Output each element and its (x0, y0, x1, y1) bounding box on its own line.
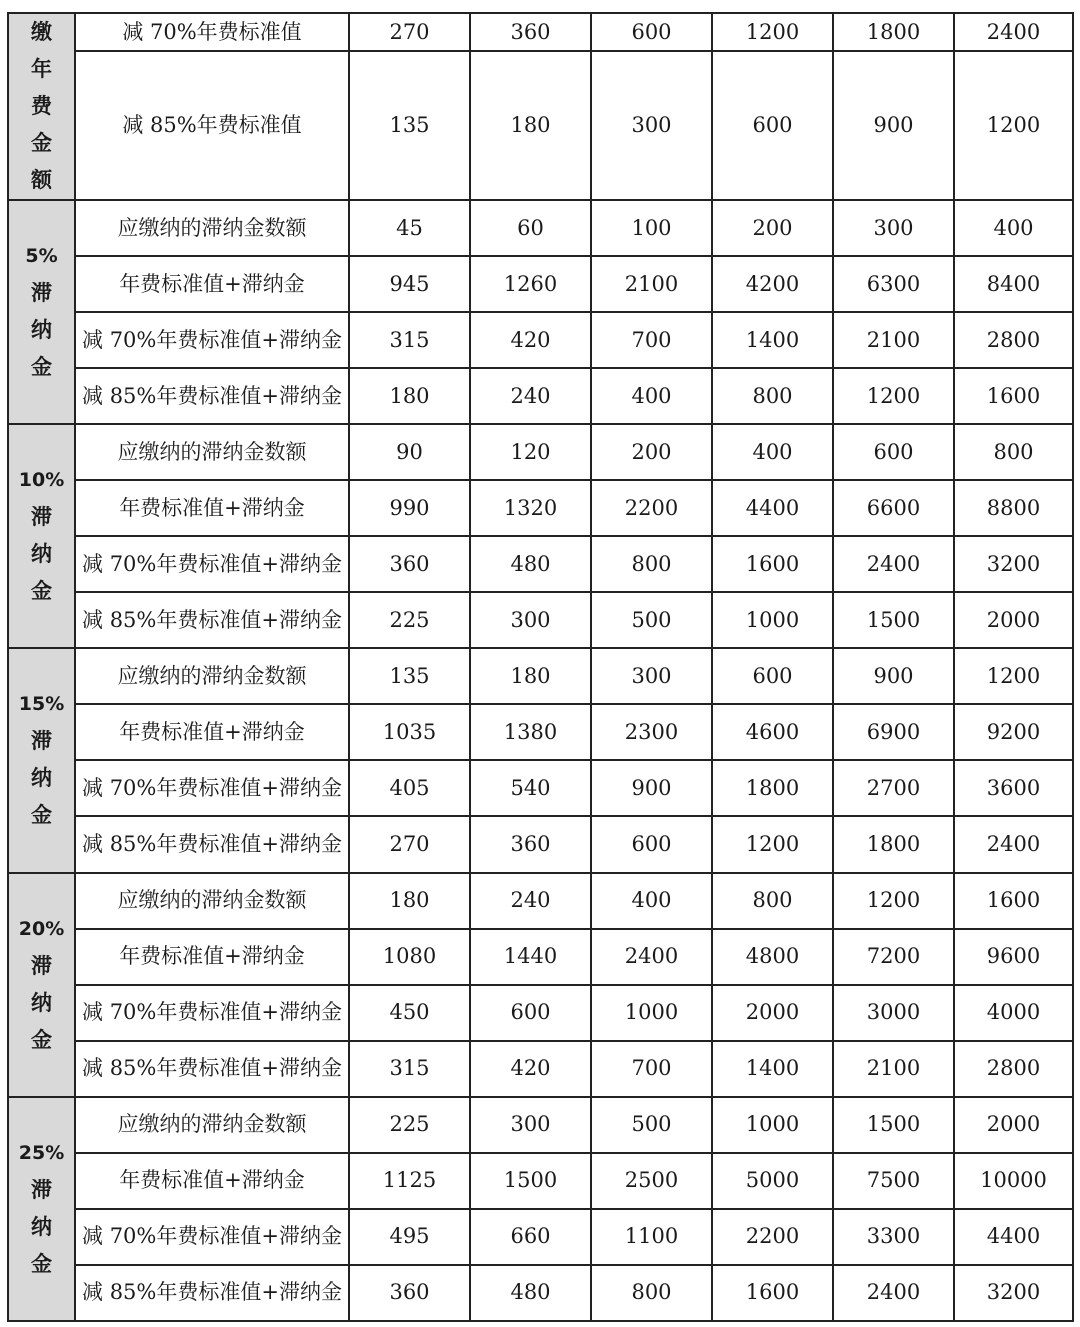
value-cell: 135 (349, 51, 470, 200)
row-label-cell: 年费标准值+滞纳金 (75, 256, 349, 312)
value-cell: 300 (591, 51, 712, 200)
row-label-cell: 应缴纳的滞纳金数额 (75, 424, 349, 480)
group-header-text: 纳 (31, 766, 52, 791)
value-cell: 7500 (833, 1153, 954, 1209)
value-cell: 660 (470, 1209, 591, 1265)
value-cell: 405 (349, 760, 470, 816)
value-cell: 500 (591, 1097, 712, 1153)
value-cell: 1125 (349, 1153, 470, 1209)
value-cell: 2000 (954, 1097, 1073, 1153)
value-cell: 9600 (954, 929, 1073, 985)
group-header-text: 滞 (31, 953, 52, 978)
table-row (8, 1265, 1073, 1321)
table-row (8, 1097, 1073, 1153)
value-cell: 60 (470, 200, 591, 256)
value-cell: 1440 (470, 929, 591, 985)
value-cell: 600 (591, 816, 712, 872)
row-label-cell: 减 70%年费标准值+滞纳金 (75, 312, 349, 368)
table-row (8, 873, 1073, 929)
row-label-cell: 应缴纳的滞纳金数额 (75, 873, 349, 929)
value-cell: 240 (470, 368, 591, 424)
row-label-cell: 减 85%年费标准值+滞纳金 (75, 816, 349, 872)
value-cell: 4600 (712, 704, 833, 760)
table-row (8, 536, 1073, 592)
table-row (8, 1041, 1073, 1097)
value-cell: 1200 (833, 368, 954, 424)
value-cell: 600 (591, 13, 712, 51)
group-header-text: 纳 (31, 318, 52, 343)
row-label-cell: 应缴纳的滞纳金数额 (75, 200, 349, 256)
value-cell: 2000 (954, 592, 1073, 648)
value-cell: 8400 (954, 256, 1073, 312)
value-cell: 7200 (833, 929, 954, 985)
table-row (8, 368, 1073, 424)
value-cell: 540 (470, 760, 591, 816)
value-cell: 1500 (833, 592, 954, 648)
value-cell: 1000 (712, 592, 833, 648)
table-row (8, 592, 1073, 648)
value-cell: 4800 (712, 929, 833, 985)
table-row (8, 816, 1073, 872)
value-cell: 240 (470, 873, 591, 929)
row-label-cell: 减 70%年费标准值+滞纳金 (75, 1209, 349, 1265)
value-cell: 6600 (833, 480, 954, 536)
value-cell: 1200 (833, 873, 954, 929)
group-header-text: 滞 (31, 505, 52, 530)
table-row (8, 256, 1073, 312)
fee-table (7, 12, 1074, 1322)
value-cell: 10000 (954, 1153, 1073, 1209)
value-cell: 225 (349, 592, 470, 648)
value-cell: 360 (470, 13, 591, 51)
value-cell: 360 (349, 536, 470, 592)
value-cell: 6300 (833, 256, 954, 312)
value-cell: 900 (833, 648, 954, 704)
value-cell: 1000 (712, 1097, 833, 1153)
value-cell: 180 (470, 51, 591, 200)
value-cell: 270 (349, 13, 470, 51)
row-label-cell: 减 85%年费标准值+滞纳金 (75, 592, 349, 648)
value-cell: 180 (349, 873, 470, 929)
value-cell: 2300 (591, 704, 712, 760)
value-cell: 180 (470, 648, 591, 704)
value-cell: 2100 (833, 312, 954, 368)
value-cell: 200 (591, 424, 712, 480)
value-cell: 360 (349, 1265, 470, 1321)
value-cell: 1260 (470, 256, 591, 312)
value-cell: 1800 (833, 13, 954, 51)
table-row (8, 1209, 1073, 1265)
value-cell: 90 (349, 424, 470, 480)
value-cell: 200 (712, 200, 833, 256)
group-header-text: 5% (25, 245, 58, 268)
value-cell: 800 (591, 536, 712, 592)
value-cell: 2000 (712, 985, 833, 1041)
table-row (8, 424, 1073, 480)
value-cell: 4000 (954, 985, 1073, 1041)
value-cell: 100 (591, 200, 712, 256)
value-cell: 2200 (712, 1209, 833, 1265)
group-header-text: 纳 (31, 1214, 52, 1239)
group-header-cell (8, 1097, 75, 1321)
table-row (8, 985, 1073, 1041)
value-cell: 700 (591, 312, 712, 368)
value-cell: 450 (349, 985, 470, 1041)
value-cell: 3300 (833, 1209, 954, 1265)
value-cell: 300 (591, 648, 712, 704)
row-label-cell: 年费标准值+滞纳金 (75, 704, 349, 760)
group-header-text: 金 (31, 579, 52, 604)
value-cell: 2400 (833, 536, 954, 592)
value-cell: 1600 (712, 1265, 833, 1321)
group-header-text: 滞 (31, 281, 52, 306)
row-label-cell: 减 85%年费标准值+滞纳金 (75, 1265, 349, 1321)
group-header-text: 金 (31, 1251, 52, 1276)
value-cell: 300 (833, 200, 954, 256)
value-cell: 315 (349, 312, 470, 368)
value-cell: 360 (470, 816, 591, 872)
group-header-cell (8, 13, 75, 200)
value-cell: 3200 (954, 536, 1073, 592)
value-cell: 4400 (712, 480, 833, 536)
value-cell: 1000 (591, 985, 712, 1041)
value-cell: 300 (470, 592, 591, 648)
value-cell: 800 (712, 873, 833, 929)
value-cell: 800 (712, 368, 833, 424)
group-header-text: 滞 (31, 1177, 52, 1202)
value-cell: 270 (349, 816, 470, 872)
value-cell: 420 (470, 1041, 591, 1097)
value-cell: 1100 (591, 1209, 712, 1265)
table-row (8, 1153, 1073, 1209)
value-cell: 1600 (954, 368, 1073, 424)
group-header-text: 金 (31, 1027, 52, 1052)
value-cell: 120 (470, 424, 591, 480)
value-cell: 45 (349, 200, 470, 256)
table-row (8, 929, 1073, 985)
value-cell: 2200 (591, 480, 712, 536)
value-cell: 225 (349, 1097, 470, 1153)
value-cell: 945 (349, 256, 470, 312)
value-cell: 2400 (591, 929, 712, 985)
value-cell: 8800 (954, 480, 1073, 536)
value-cell: 400 (712, 424, 833, 480)
value-cell: 800 (954, 424, 1073, 480)
group-header-cell (8, 648, 75, 872)
value-cell: 1200 (712, 13, 833, 51)
value-cell: 480 (470, 1265, 591, 1321)
group-header-text: 25% (18, 1141, 65, 1164)
value-cell: 6900 (833, 704, 954, 760)
value-cell: 500 (591, 592, 712, 648)
row-label-cell: 年费标准值+滞纳金 (75, 929, 349, 985)
value-cell: 2100 (591, 256, 712, 312)
value-cell: 600 (470, 985, 591, 1041)
value-cell: 1500 (470, 1153, 591, 1209)
row-label-cell: 减 70%年费标准值+滞纳金 (75, 985, 349, 1041)
value-cell: 2400 (954, 13, 1073, 51)
value-cell: 3000 (833, 985, 954, 1041)
table-row (8, 200, 1073, 256)
value-cell: 1200 (954, 648, 1073, 704)
value-cell: 400 (591, 368, 712, 424)
table-row (8, 13, 1073, 51)
value-cell: 4400 (954, 1209, 1073, 1265)
group-header-cell (8, 873, 75, 1097)
value-cell: 900 (833, 51, 954, 200)
value-cell: 135 (349, 648, 470, 704)
value-cell: 2800 (954, 1041, 1073, 1097)
value-cell: 2400 (954, 816, 1073, 872)
value-cell: 3200 (954, 1265, 1073, 1321)
table-row (8, 648, 1073, 704)
group-header-text: 额 (31, 168, 52, 193)
group-header-text: 金 (31, 131, 52, 156)
table-row (8, 704, 1073, 760)
group-header-text: 10% (18, 469, 65, 492)
value-cell: 1600 (712, 536, 833, 592)
row-label-cell: 应缴纳的滞纳金数额 (75, 1097, 349, 1153)
group-header-text: 15% (18, 693, 65, 716)
row-label-cell: 减 70%年费标准值+滞纳金 (75, 536, 349, 592)
value-cell: 420 (470, 312, 591, 368)
value-cell: 5000 (712, 1153, 833, 1209)
value-cell: 495 (349, 1209, 470, 1265)
group-header-text: 金 (31, 355, 52, 380)
value-cell: 700 (591, 1041, 712, 1097)
group-header-cell (8, 200, 75, 424)
value-cell: 4200 (712, 256, 833, 312)
value-cell: 1035 (349, 704, 470, 760)
value-cell: 400 (591, 873, 712, 929)
value-cell: 1600 (954, 873, 1073, 929)
table-row (8, 480, 1073, 536)
row-label-cell: 年费标准值+滞纳金 (75, 1153, 349, 1209)
value-cell: 2500 (591, 1153, 712, 1209)
table-row (8, 51, 1073, 200)
group-header-text: 金 (31, 803, 52, 828)
value-cell: 800 (591, 1265, 712, 1321)
group-header-text: 纳 (31, 542, 52, 567)
value-cell: 1200 (712, 816, 833, 872)
value-cell: 180 (349, 368, 470, 424)
value-cell: 1200 (954, 51, 1073, 200)
value-cell: 1400 (712, 312, 833, 368)
group-header-text: 纳 (31, 990, 52, 1015)
value-cell: 300 (470, 1097, 591, 1153)
value-cell: 2700 (833, 760, 954, 816)
value-cell: 990 (349, 480, 470, 536)
row-label-cell: 减 85%年费标准值+滞纳金 (75, 368, 349, 424)
value-cell: 3600 (954, 760, 1073, 816)
value-cell: 9200 (954, 704, 1073, 760)
value-cell: 600 (712, 648, 833, 704)
value-cell: 600 (712, 51, 833, 200)
table-row (8, 312, 1073, 368)
value-cell: 1800 (712, 760, 833, 816)
value-cell: 1080 (349, 929, 470, 985)
group-header-text: 20% (18, 917, 65, 940)
row-label-cell: 年费标准值+滞纳金 (75, 480, 349, 536)
value-cell: 1800 (833, 816, 954, 872)
row-label-cell: 减 70%年费标准值 (75, 13, 349, 51)
row-label-cell: 减 85%年费标准值+滞纳金 (75, 1041, 349, 1097)
group-header-text: 费 (31, 94, 52, 119)
value-cell: 900 (591, 760, 712, 816)
row-label-cell: 减 85%年费标准值 (75, 51, 349, 200)
row-label-cell: 应缴纳的滞纳金数额 (75, 648, 349, 704)
group-header-text: 缴 (31, 20, 52, 45)
value-cell: 2400 (833, 1265, 954, 1321)
value-cell: 315 (349, 1041, 470, 1097)
value-cell: 2800 (954, 312, 1073, 368)
value-cell: 1500 (833, 1097, 954, 1153)
value-cell: 600 (833, 424, 954, 480)
value-cell: 2100 (833, 1041, 954, 1097)
group-header-text: 滞 (31, 729, 52, 754)
value-cell: 400 (954, 200, 1073, 256)
value-cell: 1400 (712, 1041, 833, 1097)
group-header-cell (8, 424, 75, 648)
value-cell: 1380 (470, 704, 591, 760)
row-label-cell: 减 70%年费标准值+滞纳金 (75, 760, 349, 816)
fee-table-body (8, 13, 1073, 1321)
value-cell: 480 (470, 536, 591, 592)
table-row (8, 760, 1073, 816)
group-header-text: 年 (31, 57, 52, 82)
value-cell: 1320 (470, 480, 591, 536)
